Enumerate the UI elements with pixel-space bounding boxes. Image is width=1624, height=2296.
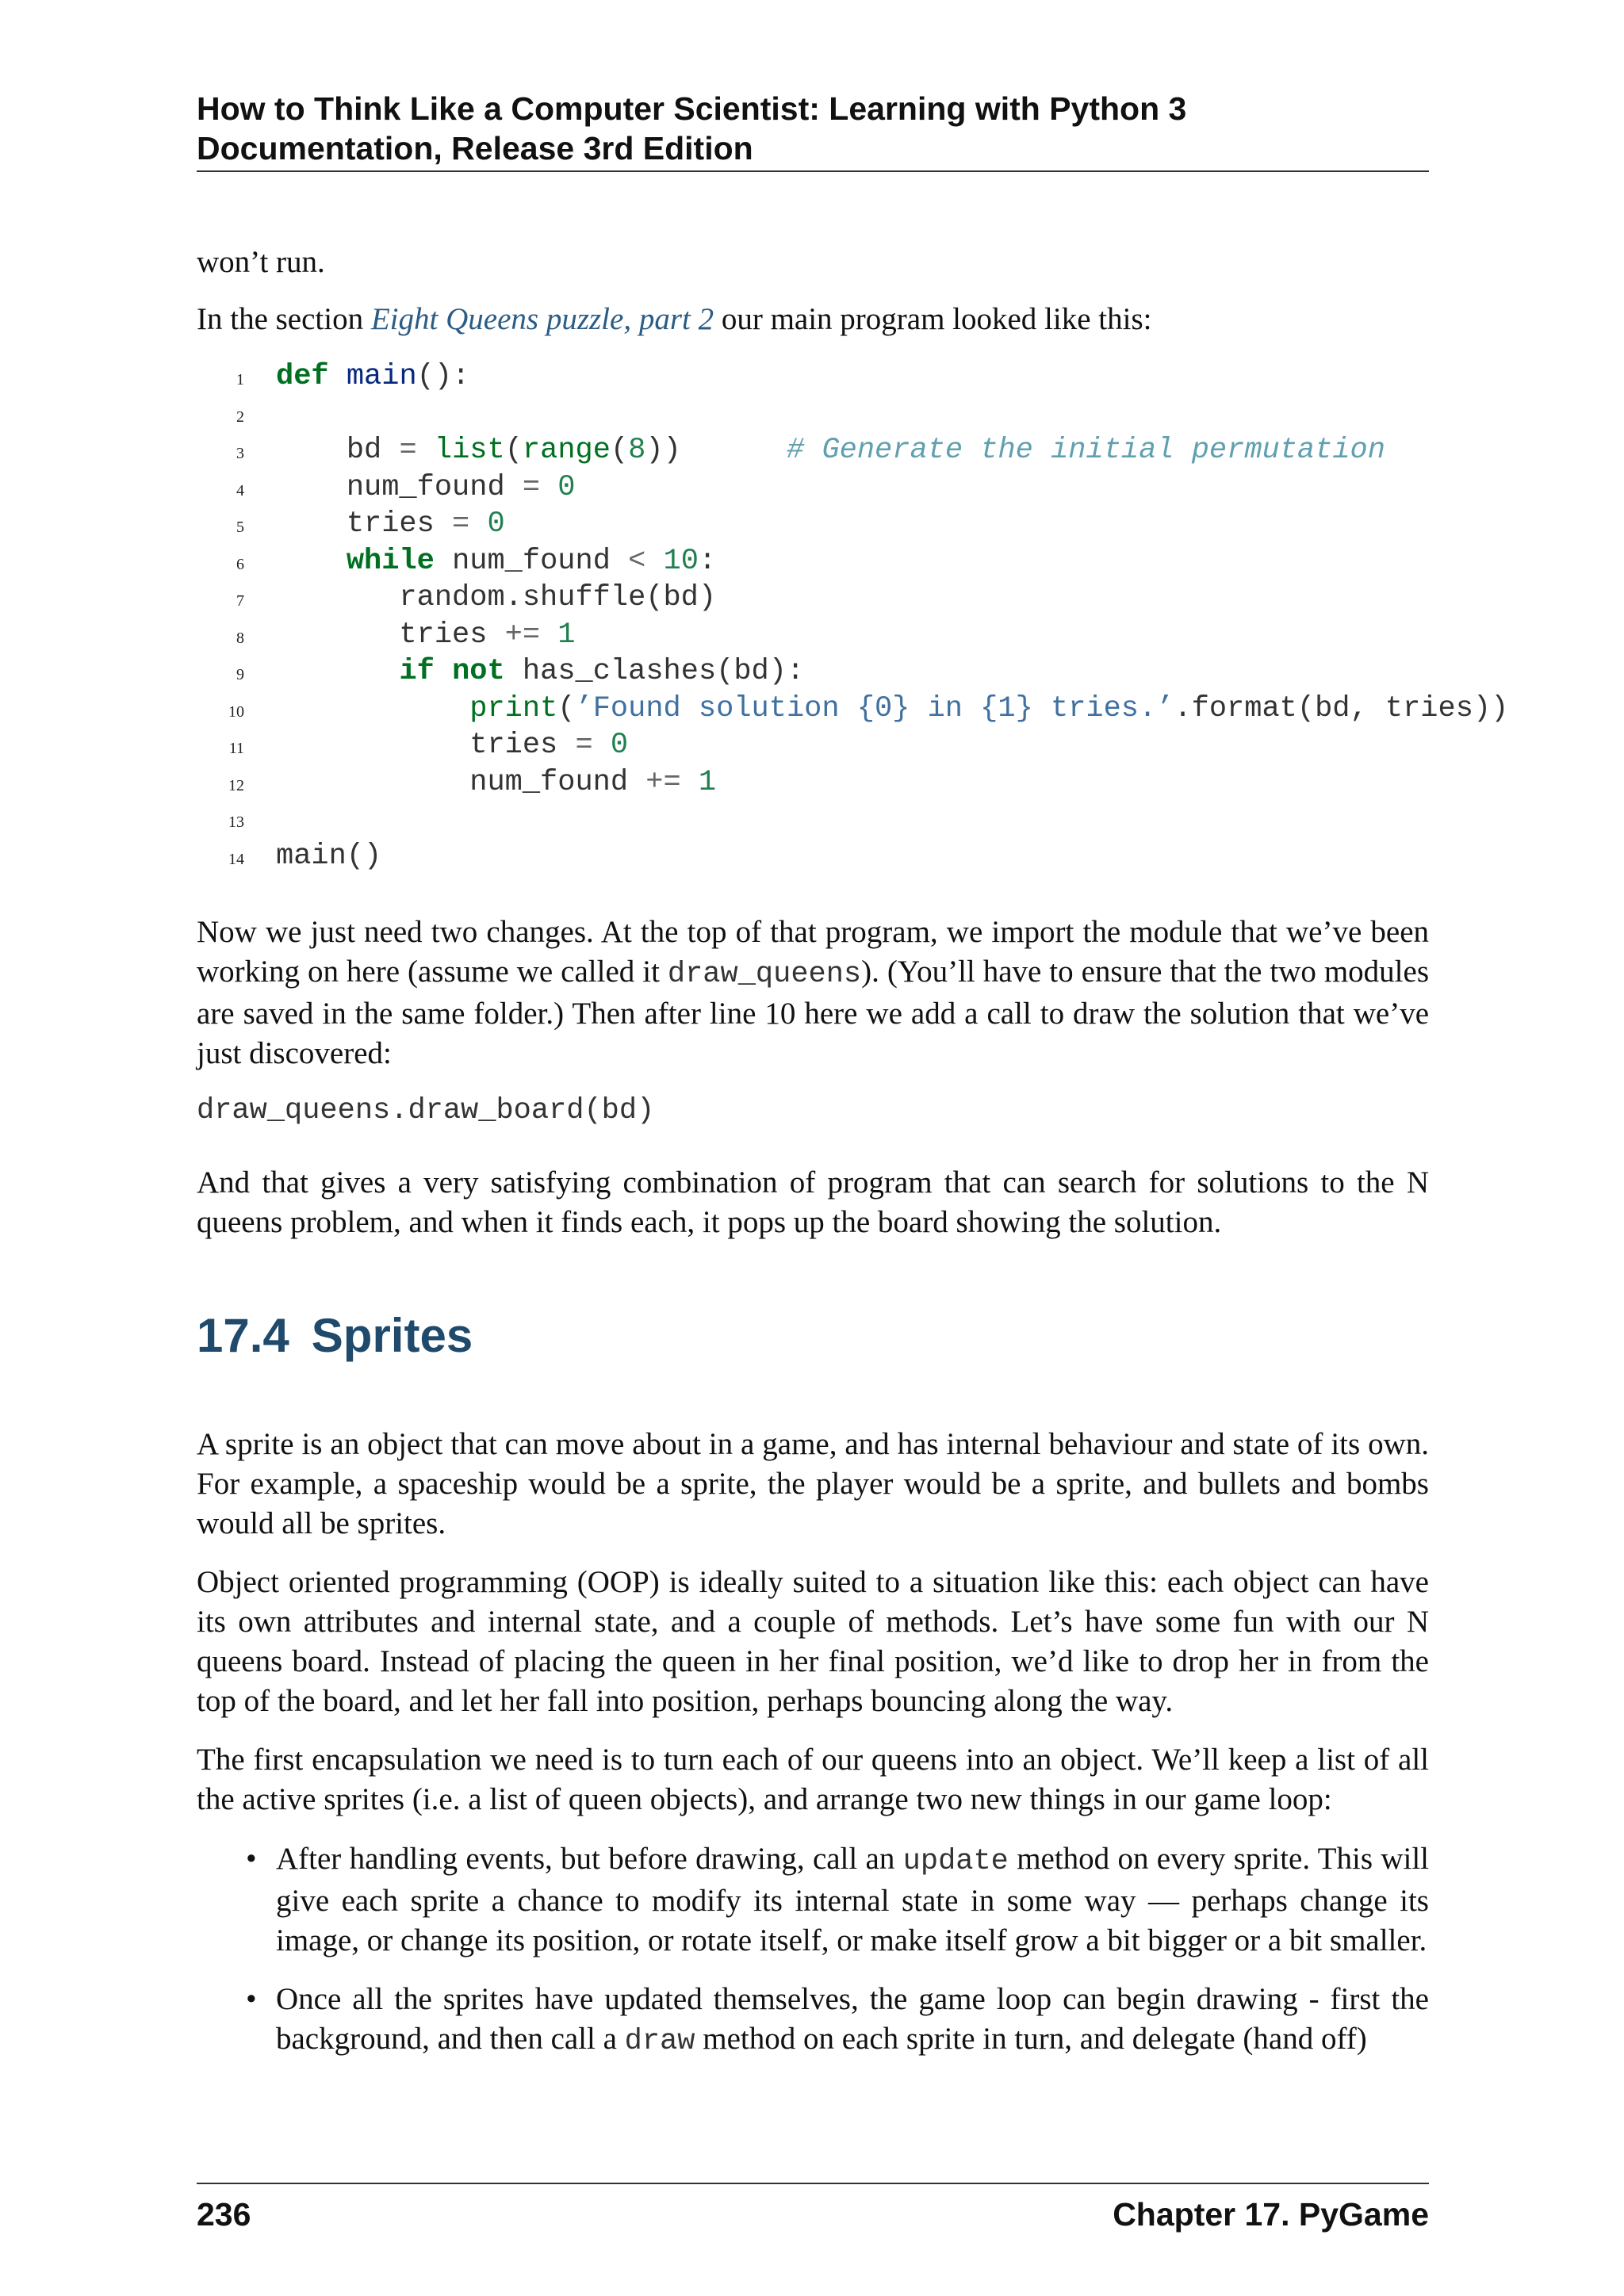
code-line — [197, 358, 1624, 396]
code-token: 0 — [557, 470, 576, 504]
code-line — [197, 691, 1624, 728]
line-number: 11 — [228, 740, 244, 757]
code-token: += — [645, 765, 681, 799]
code-token — [681, 766, 699, 799]
code-token: has_clashes(bd): — [504, 655, 805, 688]
code-token: def — [276, 360, 329, 393]
section-number: 17.4 — [197, 1309, 289, 1362]
code-token: 0 — [487, 507, 505, 541]
code-token: ( — [610, 434, 629, 467]
draw-text-b: method on each sprite in turn, and delegate (hand off) — [695, 2022, 1367, 2056]
code-token: ’Found solution {0} in {1} tries.’ — [575, 691, 1174, 725]
paragraph-oop: Object oriented programming (OOP) is ideally suited to a situation like this: each object can have its own attributes and internal state, and a couple of methods. Let’s have some fun with our N queens board. Instead of placing the queen in her final position, we’d like to drop her in from the top of the board, and let her fall into position, perhaps bouncing along the way. — [197, 1565, 1429, 1718]
code-token: tries — [276, 729, 576, 762]
paragraph-encapsulation: The first encapsulation we need is to turn each of our queens into an object. We’ll keep a list of all the active sprites (i.e. a list of queen objects), and arrange two new things in our game loop: — [197, 1743, 1429, 1816]
paragraph-section-reference — [197, 300, 1429, 339]
code-token — [329, 360, 347, 393]
code-token: num_found — [276, 765, 646, 799]
section-heading — [197, 1308, 473, 1364]
code-line — [197, 396, 1624, 433]
inline-code-update: update — [902, 1845, 1009, 1878]
code-token: list — [434, 434, 505, 467]
paragraph-sprite-definition: A sprite is an object that can move about in a game, and has internal behaviour and state of its own. For example, a spaceship would be a sprite, the player would be a sprite, and bullets and bombs would all be sprites. — [197, 1427, 1429, 1540]
code-token — [540, 618, 557, 652]
header-divider — [197, 170, 1429, 172]
code-line — [197, 727, 1624, 764]
paragraph-satisfying-combination: And that gives a very satisfying combination of program that can search for solutions to the N queens problem, and when it finds each, it pops up the board showing the solution. — [197, 1165, 1429, 1239]
line-number: 10 — [228, 702, 244, 721]
header-title-line-1: How to Think Like a Computer Scientist: Learning with Python 3 — [197, 90, 1187, 127]
code-line — [197, 580, 1624, 617]
bullet-icon: • — [246, 1982, 257, 2016]
line-number: 2 — [236, 408, 244, 426]
code-listing — [197, 358, 1624, 874]
code-token: tries — [276, 618, 505, 652]
code-token: : — [698, 544, 717, 578]
code-text — [276, 653, 804, 691]
code-token — [435, 655, 452, 688]
code-token: not — [452, 655, 505, 688]
chapter-label: Chapter 17. PyGame — [1113, 2196, 1429, 2233]
code-line — [197, 653, 1624, 691]
code-token: (): — [416, 360, 470, 393]
line-number: 9 — [236, 666, 244, 683]
code-token — [276, 545, 347, 578]
code-line — [197, 506, 1624, 543]
line-number: 14 — [228, 850, 244, 868]
code-token: print — [469, 691, 558, 725]
paragraph-wont-run: won’t run. — [197, 245, 325, 279]
code-token: 1 — [698, 765, 717, 799]
code-line — [197, 469, 1624, 507]
code-token: main() — [276, 839, 382, 873]
code-token: num_found — [434, 544, 629, 578]
list-item-draw — [197, 1980, 1429, 2061]
code-snippet-draw-board: draw_queens.draw_board(bd) — [197, 1094, 655, 1127]
paragraph-two-changes — [197, 913, 1429, 1073]
code-token — [645, 545, 663, 578]
code-token: = — [452, 507, 470, 541]
code-line — [197, 764, 1624, 802]
code-token: 10 — [663, 544, 699, 578]
code-line — [197, 801, 1624, 838]
list-item-update — [197, 1839, 1429, 1961]
code-text — [276, 617, 576, 654]
running-header — [197, 89, 1429, 168]
code-token: ( — [504, 434, 523, 467]
inline-code-draw-queens: draw_queens — [667, 958, 862, 991]
eight-queens-link[interactable]: Eight Queens puzzle, part 2 — [370, 302, 714, 336]
header-title-line-2: Documentation, Release 3rd Edition — [197, 130, 753, 166]
code-token: )) — [645, 434, 787, 467]
draw-text-a: Once all the sprites have updated themselves, the game loop can begin drawing - first the background, and then call a — [276, 1982, 1429, 2056]
code-token — [469, 507, 487, 541]
line-number: 5 — [236, 519, 244, 536]
code-token: = — [575, 729, 593, 762]
line-number: 12 — [228, 776, 244, 794]
code-text — [276, 838, 381, 875]
code-token: = — [522, 470, 541, 504]
code-token: bd — [276, 434, 400, 467]
line-number: 1 — [236, 371, 244, 388]
code-token: ( — [557, 691, 576, 725]
after-code-text — [197, 913, 1429, 1073]
reference-text-before: In the section — [197, 302, 371, 336]
section-title: Sprites — [311, 1309, 473, 1362]
code-token: range — [522, 434, 611, 467]
game-loop-bullet-list — [197, 1839, 1429, 2080]
code-token: tries — [276, 507, 453, 541]
line-number: 3 — [236, 445, 244, 462]
update-text-b: method on every sprite. This will give each sprite a chance to modify its internal state in some way — perhaps change its image, or change its position, or rotate itself, or make itself grow a bit bigger or a bit smaller. — [276, 1842, 1429, 1957]
two-changes-text-b: ). (You’ll have to ensure that the two modules are saved in the same folder.) Then after line 10 here we add a call to draw the solution that we’ve just discovered: — [197, 955, 1430, 1070]
code-token: if — [399, 655, 435, 688]
sprites-text — [197, 1425, 1429, 1820]
satisfying-combination-text — [197, 1163, 1429, 1242]
page-number: 236 — [197, 2196, 251, 2233]
code-text — [276, 506, 505, 543]
line-number: 7 — [236, 592, 244, 610]
line-number: 6 — [236, 555, 244, 573]
code-token: = — [399, 434, 417, 467]
code-token: num_found — [276, 470, 523, 504]
footer-divider — [197, 2183, 1429, 2184]
code-token: += — [504, 618, 541, 652]
bullet-icon: • — [246, 1842, 257, 1876]
code-token: # Generate the initial permutation — [787, 434, 1385, 467]
code-token: 0 — [610, 729, 629, 762]
line-number: 13 — [228, 813, 244, 831]
code-token — [276, 692, 469, 725]
code-line — [197, 432, 1624, 469]
code-token: 1 — [557, 618, 576, 652]
code-token: while — [346, 544, 435, 578]
code-text — [276, 358, 469, 396]
code-token: random.shuffle(bd) — [276, 581, 717, 614]
code-text — [276, 580, 716, 617]
intro-text — [197, 243, 1429, 339]
reference-text-after: our main program looked like this: — [714, 302, 1152, 336]
code-token: 8 — [628, 434, 646, 467]
code-text — [276, 432, 1385, 469]
two-changes-text-a: Now we just need two changes. At the top of that program, we import the module that we’ve been working on here (assume we called it — [197, 915, 1429, 989]
code-text — [276, 691, 1508, 728]
code-token: .format(bd, tries)) — [1174, 691, 1509, 725]
code-text — [276, 469, 576, 507]
inline-code-draw: draw — [624, 2025, 695, 2058]
code-text — [276, 543, 716, 580]
code-text — [276, 764, 716, 802]
code-token: < — [628, 544, 646, 578]
code-line — [197, 617, 1624, 654]
code-token — [276, 655, 399, 688]
code-line — [197, 838, 1624, 875]
code-line — [197, 543, 1624, 580]
code-token — [540, 471, 557, 504]
code-token: main — [346, 360, 417, 393]
code-token — [417, 434, 435, 467]
line-number: 8 — [236, 629, 244, 647]
code-text — [276, 727, 628, 764]
update-text-a: After handling events, but before drawing, call an — [276, 1842, 903, 1876]
code-token — [593, 729, 611, 762]
line-number: 4 — [236, 481, 244, 499]
